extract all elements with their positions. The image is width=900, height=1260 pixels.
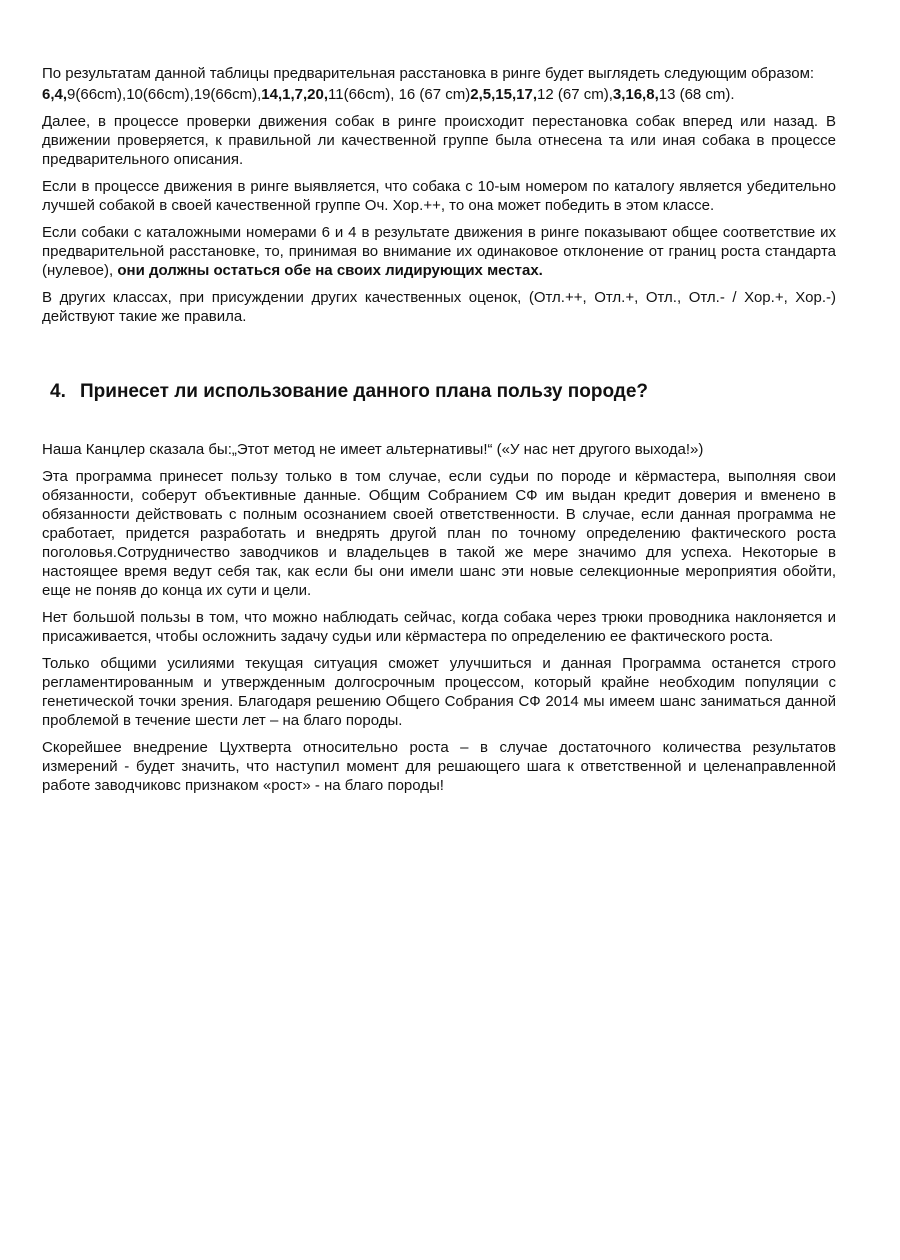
paragraph-tricks: Нет большой пользы в том, что можно наблюдать сейчас, когда собака через трюки проводника наклоняется и присаживается, чтобы осложнить задачу судьи или кёрмастера по определению ее фактического роста. bbox=[42, 609, 836, 645]
paragraph-zuchtwert: Скорейшее внедрение Цухтверта относительно роста – в случае достаточного количества результатов измерений - будет значить, что наступил момент для решающего шага к ответственной и целенаправленной работе заводчиковс признаком «рост» - на благо породы! bbox=[42, 739, 836, 794]
paragraph-chancellor: Наша Канцлер сказала бы:„Этот метод не имеет альтернативы!“ («У нас нет другого выхода!») bbox=[42, 441, 704, 458]
section-title: Принесет ли использование данного плана пользу породе? bbox=[80, 381, 649, 402]
section-heading bbox=[42, 380, 836, 404]
ranking-segment: 9(66cm),10(66cm),19(66cm), bbox=[67, 86, 262, 103]
ranking-segment: 3,16,8, bbox=[612, 86, 659, 103]
section-number: 4. bbox=[50, 381, 66, 402]
paragraph-other-classes: В других классах, при присуждении других качественных оценок, (Отл.++, Отл.+, Отл., Отл.- / Хор.+, Хор.-) действуют такие же правила. bbox=[42, 289, 836, 325]
paragraph-dogs-6-4 bbox=[42, 223, 836, 280]
paragraph-dog-10: Если в процессе движения в ринге выявляется, что собака с 10-ым номером по каталогу является убедительно лучшей собакой в своей качественной группе Оч. Хор.++, то она может победить в этом классе. bbox=[42, 178, 836, 214]
ranking-segment: 13 (68 cm). bbox=[658, 86, 735, 103]
paragraph-joint-efforts: Только общими усилиями текущая ситуация сможет улучшиться и данная Программа останется строго регламентированным и утвержденным долгосрочным процессом, который крайне необходим популяции с генетической точки зрения. Благодаря решению Общего Собрания СФ 2014 мы имеем шанс заниматься данной проблемой в течение шести лет – на благо породы. bbox=[42, 655, 836, 729]
ranking-segment: 12 (67 cm), bbox=[537, 86, 613, 103]
paragraph-movement: Далее, в процессе проверки движения собак в ринге происходит перестановка собак вперед или назад. В движении проверяется, к правильной ли качественной группе была отнесена та или иная собака в процессе предварительного описания. bbox=[42, 113, 836, 168]
ranking-paragraph bbox=[42, 85, 836, 104]
ranking-segment: 11(66cm), 16 (67 cm) bbox=[328, 86, 471, 103]
paragraph-text: Если собаки с каталожными номерами 6 и 4 в результате движения в ринге показывают общее соответствие их предварительной расстановке, то, принимая во внимание их одинаковое отклонение от границ роста стандарта (нулевое), bbox=[42, 224, 836, 279]
paragraph-intro: По результатам данной таблицы предварительная расстановка в ринге будет выглядеть следующим образом: bbox=[42, 65, 815, 82]
paragraph-emphasis: они должны остаться обе на своих лидирующих местах. bbox=[117, 262, 543, 279]
ranking-segment: 14,1,7,20, bbox=[261, 86, 328, 103]
ranking-segment: 2,5,15,17, bbox=[470, 86, 537, 103]
ranking-segment: 6,4, bbox=[42, 86, 68, 103]
paragraph-program-benefit: Эта программа принесет пользу только в том случае, если судьи по породе и кёрмастера, выполняя свои обязанности, соберут объективные данные. Общим Собранием СФ им выдан кредит доверия и вменено в обязанности действовать с полным осознанием своей ответственности. В случае, если данная программа не сработает, придется разработать и внедрять другой план по точному определению фактического роста поголовья.Сотрудничество заводчиков и владельцев в такой же мере значимо для успеха. Некоторые в настоящее время ведут себя так, как если бы они имели шанс эти новые селекционные мероприятия обойти, еще не поняв до конца их сути и цели. bbox=[42, 468, 836, 599]
